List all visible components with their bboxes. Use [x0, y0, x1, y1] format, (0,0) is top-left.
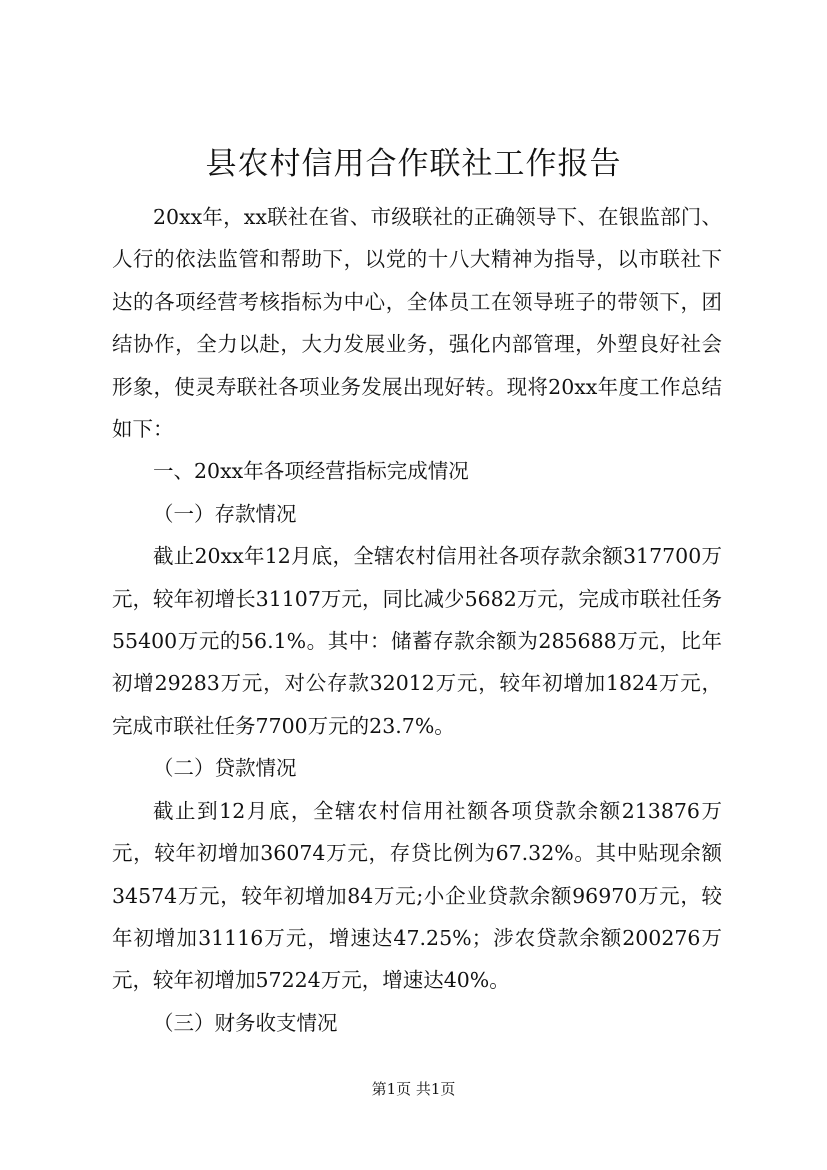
subsection-heading-finance: （三）财务收支情况 [153, 1010, 338, 1035]
document-body [112, 196, 722, 1044]
subsection-heading-loans: （二）贷款情况 [153, 756, 297, 781]
section-heading-1: 一、20xx年各项经营指标完成情况 [153, 459, 469, 484]
loans-paragraph: 截止到12月底，全辖农村信用社额各项贷款余额213876万元，较年初增加36074万元，存贷比例为67.32%。其中贴现余额34574万元，较年初增加84万元;小企业贷款余额96970万元，较年初增加31116万元，增速达47.25%；涉农贷款余额200276万元，较年初增加57224万元，增速达40%。 [112, 798, 722, 993]
deposits-paragraph: 截止20xx年12月底，全辖农村信用社各项存款余额317700万元，较年初增长31107万元，同比减少5682万元，完成市联社任务55400万元的56.1%。其中：储蓄存款余额为285688万元，比年初增29283万元，对公存款32012万元，较年初增加1824万元，完成市联社任务7700万元的23.7%。 [112, 544, 722, 738]
subsection-heading-deposits: （一）存款情况 [153, 501, 297, 526]
document-title: 县农村信用合作联社工作报告 [205, 146, 622, 182]
intro-paragraph: 20xx年，xx联社在省、市级联社的正确领导下、在银监部门、人行的依法监管和帮助下，以党的十八大精神为指导，以市联社下达的各项经营考核指标为中心，全体员工在领导班子的带领下，团结协作，全力以赴，大力发展业务，强化内部管理，外塑良好社会形象，使灵寿联社各项业务发展出现好转。现将20xx年度工作总结如下： [112, 205, 722, 442]
page-footer: 第1页 共1页 [371, 1080, 456, 1098]
